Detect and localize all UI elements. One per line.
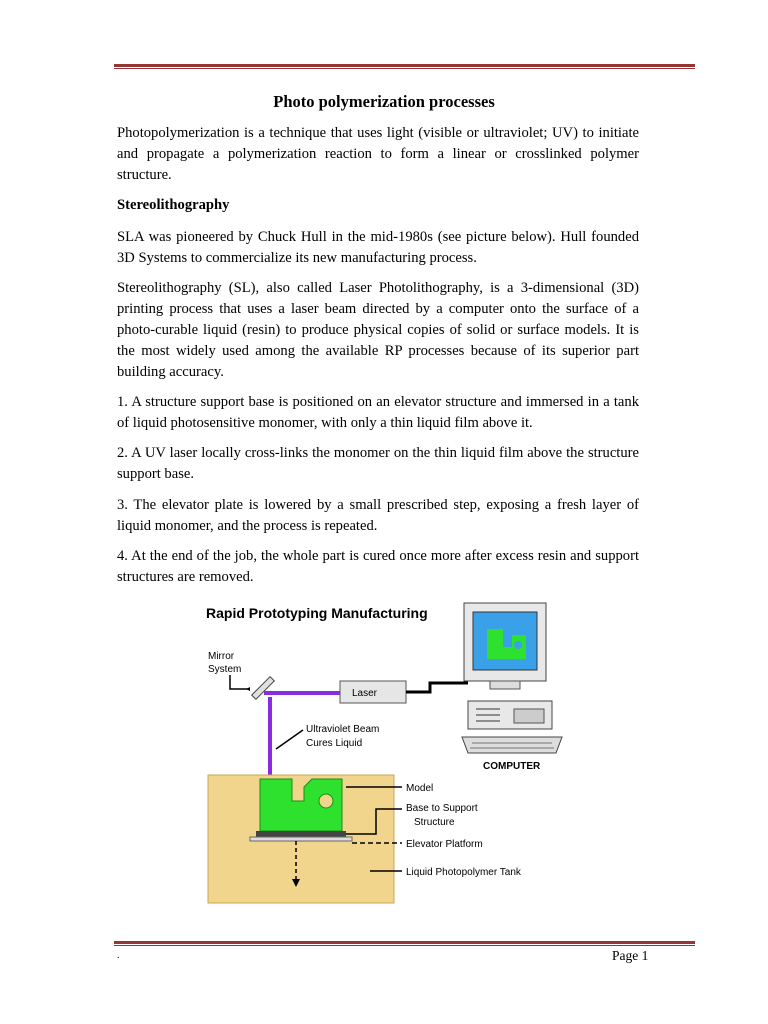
laser-label: Laser — [352, 688, 378, 699]
step-2: 2. A UV laser locally cross-links the monomer on the thin liquid film above the structure support base. — [117, 445, 639, 482]
header-rule — [114, 64, 695, 69]
elevator-label: Elevator Platform — [406, 839, 483, 850]
mirror-icon — [252, 677, 275, 700]
model-hole — [319, 794, 333, 808]
section-heading: Stereolithography — [117, 197, 230, 213]
mirror-leader-line — [230, 675, 248, 689]
sla-paragraph: SLA was pioneered by Chuck Hull in the mid-1980s (see picture below). Hull founded 3D Systems to commercialize its new manufacturing process. — [117, 229, 639, 266]
support-base — [256, 831, 346, 837]
mirror-leader-arrowhead — [246, 687, 250, 691]
footer-rule — [114, 941, 695, 946]
uv-label-line2: Cures Liquid — [306, 738, 363, 749]
mirror-label-line2: System — [208, 664, 242, 675]
step-1: 1. A structure support base is positioned on an elevator structure and immersed in a tank of liquid photosensitive monomer, with only a thin liquid film above it. — [117, 394, 639, 431]
computer-cable — [406, 683, 468, 692]
footer-dot: . — [117, 950, 120, 961]
elevator-platform — [250, 837, 352, 841]
base-label-line2: Structure — [414, 817, 455, 828]
tank-label: Liquid Photopolymer Tank — [406, 867, 521, 878]
step-3: 3. The elevator plate is lowered by a small prescribed step, exposing a fresh layer of liquid monomer, and the process is repeated. — [117, 497, 639, 534]
figure-title: Rapid Prototyping Manufacturing — [206, 605, 428, 621]
sl-paragraph: Stereolithography (SL), also called Laser Photolithography, is a 3-dimensional (3D) printing process that uses a laser beam directed by a computer onto the surface of a photo-curable liquid (resin) to produce physical copies of solid or surface models. It is the most widely used among the available RP processes because of its superior part building accuracy. — [117, 280, 639, 380]
base-label-line1: Base to Support — [406, 803, 478, 814]
page-number: Page 1 — [612, 948, 649, 963]
uv-label-line1: Ultraviolet Beam — [306, 724, 380, 735]
step-4: 4. At the end of the job, the whole part is cured once more after excess resin and support structures are removed. — [117, 548, 639, 585]
uv-leader-line — [276, 730, 303, 749]
sla-diagram — [200, 597, 570, 909]
computer-icon — [462, 603, 562, 753]
document-title: Photo polymerization processes — [273, 92, 495, 111]
model-label: Model — [406, 783, 434, 794]
computer-label: COMPUTER — [483, 761, 541, 772]
intro-paragraph: Photopolymerization is a technique that uses light (visible or ultraviolet; UV) to initiate and propagate a polymerization reaction to form a linear or crosslinked polymer structure. — [117, 125, 639, 183]
mirror-label-line1: Mirror — [208, 651, 235, 662]
